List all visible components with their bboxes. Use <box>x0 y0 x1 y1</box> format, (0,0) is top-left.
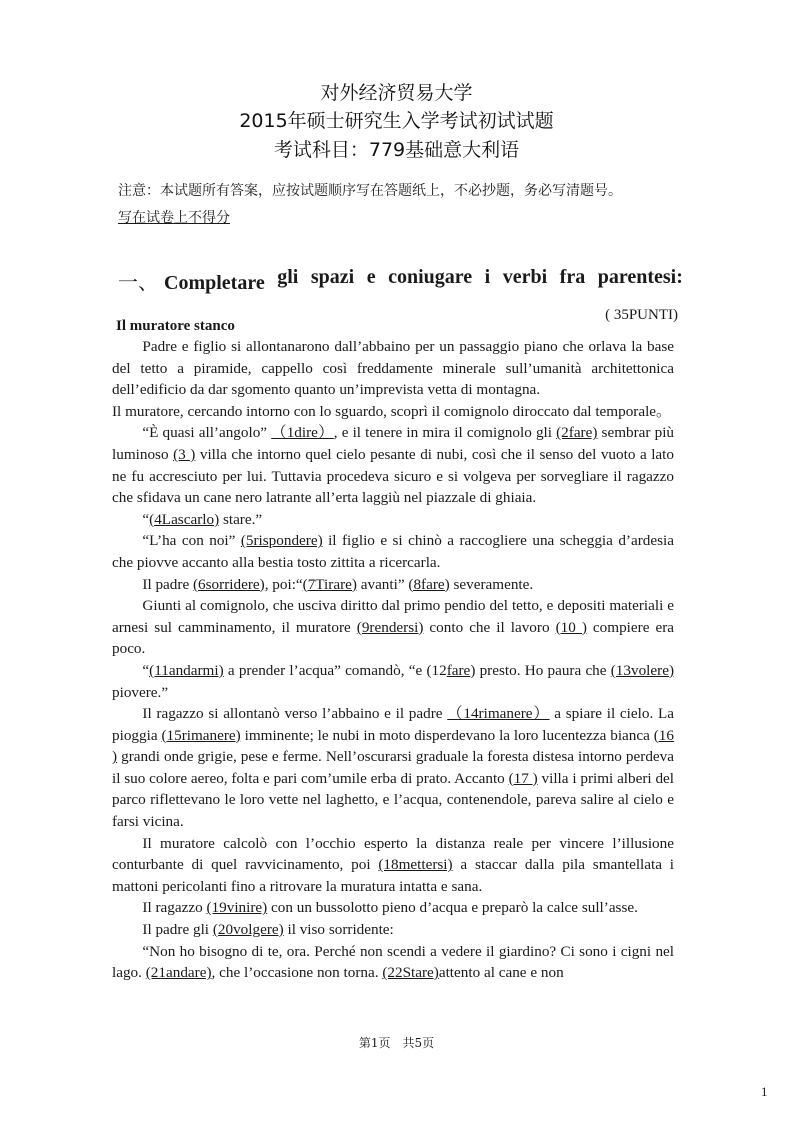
fill-blank: (3 ) <box>173 445 196 463</box>
section-title-word-2: spazi <box>310 266 355 288</box>
section-title-word-8: parentesi: <box>597 266 683 288</box>
passage-text: a spiare il cielo. La pioggia <box>112 705 674 744</box>
passage-paragraph <box>112 941 674 984</box>
exam-notice <box>118 178 703 232</box>
passage-text: severamente. <box>449 575 534 593</box>
passage-text: “ <box>142 661 150 679</box>
passage-text: Il padre <box>142 575 193 593</box>
passage-text: con un bussolotto pieno d’acqua e preparò la calce sull’asse. <box>267 899 638 917</box>
fill-blank: (21andare) <box>145 964 212 982</box>
passage-text: villa i primi alberi del parco riflettevano le loro vette nel laghetto, e l’acqua, contenendole, pareva salire al cielo e farsi vicina. <box>112 769 675 831</box>
fill-blank: （1dire） <box>271 424 334 442</box>
page-footer: 第1页 共5页 <box>358 1036 435 1050</box>
fill-blank: (8fare) <box>408 575 450 593</box>
fill-blank: (11andarmi) <box>149 661 224 679</box>
passage-text: Il ragazzo si allontanò verso l’abbaino e il padre <box>142 705 448 723</box>
passage-text: a prender l’acqua” comandò, “e (12 <box>223 661 447 679</box>
fill-blank: （14rimanere） <box>447 705 550 723</box>
section-title-word-4: coniugare <box>388 266 473 288</box>
passage-paragraph <box>112 509 674 531</box>
passage-text: Il padre gli <box>142 921 213 939</box>
passage-text: piovere.” <box>112 683 169 701</box>
passage-text: Giunti al comignolo, che usciva diritto dal primo pendio del tetto, e depositi materiali e arnesi sul camminamento, il muratore <box>112 597 674 636</box>
passage-text: il viso sorridente: <box>283 921 394 939</box>
passage-paragraph <box>112 919 674 941</box>
fill-blank: (20volgere) <box>212 921 284 939</box>
fill-blank: (17 ) <box>508 769 538 787</box>
fill-blank: (2fare) <box>556 424 598 442</box>
passage-text: grandi onde grigie, pese e ferme. Nell’oscurarsi graduale la foresta distesa intorno perdeva il suo colore aereo, folta e pari com’umile erba di prato. Accanto <box>112 748 674 787</box>
fill-blank: (18mettersi) <box>378 856 453 874</box>
passage-text: villa che intorno quel cielo pesante di nubi, così che il senso del vuoto a lato ne fu accresciuto per lui. Tuttavia procedeva sicuro e si volgeva per sorvegliare il ragazzo che sfidava un cane nero latrante all’erta laggiù nel piazzale di ghiaia. <box>112 445 674 507</box>
passage-text: “È quasi all’angolo” <box>142 424 272 442</box>
section-title-word-0: 一、 Completare <box>118 270 265 294</box>
passage-paragraph <box>112 422 674 508</box>
passage-text: Il muratore calcolò con l’occhio esperto la distanza reale per vincere l’illusione conturbante di quel ravvicinamento, poi <box>112 834 674 874</box>
passage-text: stare.” <box>219 510 263 528</box>
fill-blank: (4Lascarlo) <box>149 510 220 528</box>
passage-text: imminente; le nubi in moto disperdevano la loro lucentezza bianca <box>240 726 654 744</box>
passage-paragraph <box>112 897 674 919</box>
passage-paragraph <box>112 530 674 573</box>
section-title-word-3: e <box>366 266 376 288</box>
passage-text: sembrar più luminoso <box>112 424 675 463</box>
passage-text: il figlio e si chinò a raccogliere una scheggia d’ardesia che piovve accanto alla bestia tosto zittita a ricercarla. <box>112 532 674 571</box>
passage-paragraph <box>112 336 674 401</box>
passage-paragraph <box>112 660 674 703</box>
fill-blank: (19vinire) <box>206 899 268 917</box>
fill-blank: (22Stare) <box>382 964 439 982</box>
passage-text: “ <box>142 510 150 528</box>
passage-text: avanti” <box>356 575 409 593</box>
passage-body <box>112 336 674 984</box>
fill-blank: (10 ) <box>555 618 587 636</box>
passage-text: , e il tenere in mira il comignolo gli <box>333 424 557 442</box>
section-title-word-6: verbi <box>502 266 548 288</box>
passage-title: Il muratore stanco <box>116 318 235 334</box>
passage-text: , che l’occasione non torna. <box>211 964 383 982</box>
fill-blank: (13volere) <box>610 661 674 679</box>
passage-text: compiere era poco. <box>112 618 674 658</box>
passage-paragraph <box>112 574 674 596</box>
notice-text: 注意：本试题所有答案，应按试题顺序写在答题纸上，不必抄题，务必写清题号。 <box>118 183 622 199</box>
notice-underlined: 写在试卷上不得分 <box>118 210 230 226</box>
passage-text: ) presto. Ho paura che <box>470 661 611 679</box>
passage-text: conto che il lavoro <box>423 618 556 636</box>
fill-blank: (15rimanere) <box>161 726 241 744</box>
fill-blank: fare <box>446 661 471 679</box>
exam-subject: 考试科目：779基础意大利语 <box>273 139 520 161</box>
passage-paragraph <box>112 833 674 898</box>
passage-text: Il muratore, cercando intorno con lo sguardo, scoprì il comignolo diroccato dal temporale。 <box>112 402 672 420</box>
page-number: 1 <box>761 1084 768 1099</box>
passage-paragraph <box>112 595 674 660</box>
passage-text: “L’ha con noi” <box>142 532 241 550</box>
fill-blank: (7Tirare) <box>302 575 357 593</box>
passage-text: a staccar dalla pila smantellata i mattoni pericolanti fino a ritrovare la muratura intatta e sana. <box>112 856 674 895</box>
passage-text: attento al cane e non <box>438 964 564 982</box>
section-title-word-1: gli <box>277 266 299 288</box>
passage-text: , poi:“ <box>264 575 303 593</box>
passage-text: Il ragazzo <box>142 899 207 917</box>
fill-blank: (16 ) <box>112 726 674 766</box>
fill-blank: (6sorridere) <box>193 575 265 593</box>
fill-blank: (9rendersi) <box>356 618 424 636</box>
section-number: 一、 <box>118 270 158 294</box>
university-name: 对外经济贸易大学 <box>320 82 473 104</box>
passage-text: “Non ho bisogno di te, ora. Perché non scendi a vedere il giardino? Ci sono i cigni nel lago. <box>112 942 674 982</box>
section-title-word-7: fra <box>559 266 586 288</box>
passage-paragraph <box>112 703 674 833</box>
passage-paragraph <box>112 401 674 423</box>
passage-text: Padre e figlio si allontanarono dall’abbaino per un passaggio piano che orlava la base del tetto a piramide, cappello così freddamente minerale sull’umanità architettonica dell’edificio da dar sgomento quanto un’imprevista vetta di montagna. <box>112 338 674 399</box>
fill-blank: (5rispondere) <box>240 532 323 550</box>
exam-title: 2015年硕士研究生入学考试初试试题 <box>239 110 554 132</box>
section-title <box>118 266 683 295</box>
section-title-word-5: i <box>484 266 491 288</box>
section-points: ( 35PUNTI) <box>605 307 678 323</box>
